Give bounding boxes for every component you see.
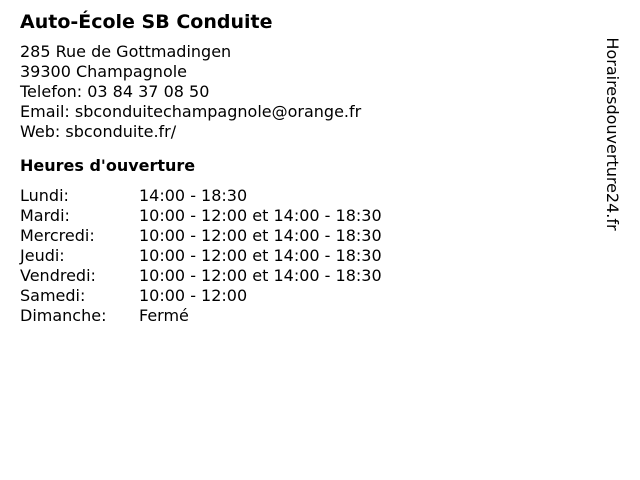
- hours-row-vendredi: [20, 266, 580, 286]
- city-postcode: 39300 Champagnole: [20, 62, 188, 81]
- hours-row-mercredi: [20, 226, 580, 246]
- hours-value: Fermé: [139, 306, 189, 325]
- hours-row-samedi: [20, 286, 580, 306]
- opening-hours-table: [20, 186, 580, 326]
- email-address: Email: sbconduitechampagnole@orange.fr: [20, 102, 362, 121]
- hours-value: 10:00 - 12:00 et 14:00 - 18:30: [139, 226, 382, 245]
- business-name: Auto-École SB Conduite: [20, 11, 273, 33]
- day-label: Jeudi:: [20, 246, 65, 265]
- hours-row-dimanche: [20, 306, 580, 326]
- day-label: Samedi:: [20, 286, 86, 305]
- hours-value: 10:00 - 12:00 et 14:00 - 18:30: [139, 246, 382, 265]
- hours-heading: Heures d'ouverture: [20, 156, 196, 175]
- hours-row-jeudi: [20, 246, 580, 266]
- day-label: Mardi:: [20, 206, 70, 225]
- hours-value: 14:00 - 18:30: [139, 186, 248, 205]
- business-card: [20, 10, 580, 326]
- site-watermark: Horairesdouverture24.fr: [603, 37, 622, 231]
- day-label: Dimanche:: [20, 306, 107, 325]
- hours-value: 10:00 - 12:00 et 14:00 - 18:30: [139, 266, 382, 285]
- day-label: Mercredi:: [20, 226, 95, 245]
- day-label: Vendredi:: [20, 266, 96, 285]
- hours-row-mardi: [20, 206, 580, 226]
- hours-row-lundi: [20, 186, 580, 206]
- hours-value: 10:00 - 12:00: [139, 286, 248, 305]
- hours-value: 10:00 - 12:00 et 14:00 - 18:30: [139, 206, 382, 225]
- contact-block: [20, 42, 580, 142]
- phone-number: Telefon: 03 84 37 08 50: [20, 82, 210, 101]
- website: Web: sbconduite.fr/: [20, 122, 177, 141]
- street-address: 285 Rue de Gottmadingen: [20, 42, 232, 61]
- day-label: Lundi:: [20, 186, 69, 205]
